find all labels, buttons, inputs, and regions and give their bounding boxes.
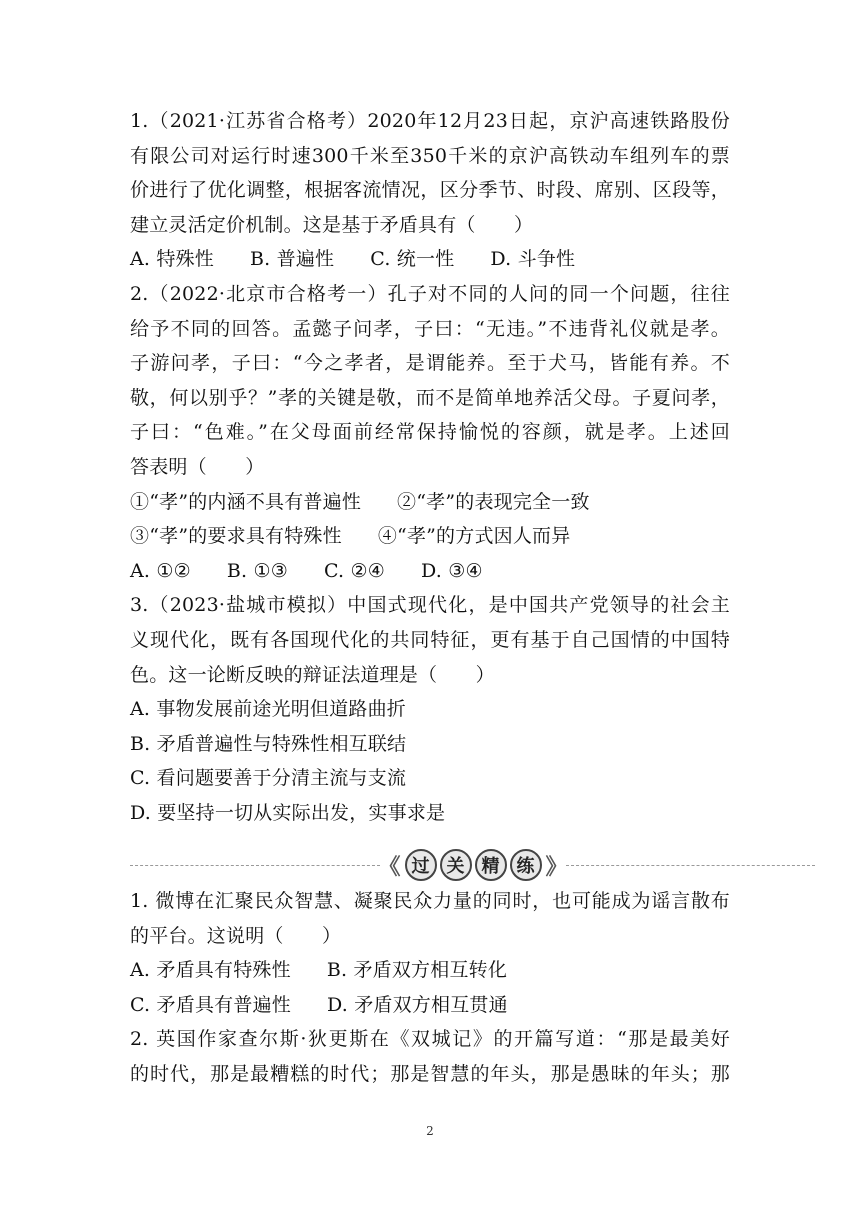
banner-char: 过 xyxy=(405,849,437,881)
question-3-line-2: 义现代化，既有各国现代化的共同特征，更有基于自己国情的中国特 xyxy=(130,628,730,651)
option-d: D. 要坚持一切从实际出发，实事求是 xyxy=(130,801,446,824)
exercise-section xyxy=(130,884,730,1092)
question-2-statements-row-1 xyxy=(130,485,730,520)
option-a: A. 矛盾具有特殊性 xyxy=(130,959,291,982)
question-1-line-1: 1.（2021·江苏省合格考）2020年12月23日起，京沪高速铁路股份 xyxy=(130,110,730,132)
question-2-line-5: 子曰：“色难。”在父母面前经常保持愉悦的容颜，就是孝。上述回 xyxy=(130,421,730,444)
option-b: B. 普遍性 xyxy=(250,248,335,271)
exercise-1-line-2: 的平台。这说明（ ） xyxy=(130,924,342,947)
statement-3: ③“孝”的要求具有特殊性 xyxy=(130,525,342,548)
question-2-line-6: 答表明（ ） xyxy=(130,455,265,478)
option-b: B. 矛盾双方相互转化 xyxy=(326,959,508,982)
option-b: B. 矛盾普遍性与特殊性相互联结 xyxy=(130,732,407,755)
question-2-options xyxy=(130,554,730,589)
question-3-line-1: 3.（2023·盐城市模拟）中国式现代化，是中国共产党领导的社会主 xyxy=(130,594,730,617)
option-c: C. 看问题要善于分清主流与支流 xyxy=(130,767,407,790)
page-number: 2 xyxy=(426,1124,434,1138)
question-3-line-3: 色。这一论断反映的辩证法道理是（ ） xyxy=(130,663,495,686)
option-c: C. ②④ xyxy=(323,559,385,582)
question-2-line-2: 给予不同的回答。孟懿子问孝，子曰：“无违。”不违背礼仪就是孝。 xyxy=(130,317,730,340)
exercise-1-line-1: 1. 微博在汇聚民众智慧、凝聚民众力量的同时，也可能成为谣言散布 xyxy=(130,890,730,912)
question-2-line-1: 2.（2022·北京市合格考一）孔子对不同的人问的同一个问题，往往 xyxy=(130,282,730,305)
divider-line-left xyxy=(130,865,380,866)
option-c: C. 矛盾具有普遍性 xyxy=(130,993,291,1016)
question-1-line-3: 价进行了优化调整，根据客流情况，区分季节、时段、席别、区段等， xyxy=(130,179,730,202)
option-d: D. 斗争性 xyxy=(490,248,576,271)
question-2-statements-row-2 xyxy=(130,519,730,554)
question-1-options xyxy=(130,242,730,277)
banner-char: 练 xyxy=(510,849,542,881)
question-2-line-4: 敬，何以别乎？”孝的关键是敬，而不是简单地养活父母。子夏问孝， xyxy=(130,386,730,409)
option-a: A. 事物发展前途光明但道路曲折 xyxy=(130,698,407,721)
option-d: D. 矛盾双方相互贯通 xyxy=(326,993,508,1016)
divider-line-right xyxy=(566,865,815,866)
question-2-line-3: 子游问孝，子曰：“今之孝者，是谓能养。至于犬马，皆能有养。不 xyxy=(130,352,730,375)
banner-char: 精 xyxy=(475,849,507,881)
option-a: A. 特殊性 xyxy=(130,248,215,271)
exercise-2-line-2: 的时代，那是最糟糕的时代；那是智慧的年头，那是愚昧的年头；那 xyxy=(130,1062,730,1085)
banner-title xyxy=(405,849,542,881)
section-banner xyxy=(378,846,568,884)
option-d: D. ③④ xyxy=(421,559,483,582)
practice-section xyxy=(130,104,730,830)
statement-1: ①“孝”的内涵不具有普遍性 xyxy=(130,490,362,513)
question-1-line-4: 建立灵活定价机制。这是基于矛盾具有（ ） xyxy=(130,213,534,236)
section-divider xyxy=(130,846,815,884)
statement-2: ②“孝”的表现完全一致 xyxy=(397,490,590,513)
double-chevron-right-icon: 》 xyxy=(545,854,568,880)
exercise-1-options-row-1 xyxy=(130,953,730,988)
exercise-2-line-1: 2. 英国作家查尔斯·狄更斯在《双城记》的开篇写道：“那是最美好 xyxy=(130,1028,730,1051)
question-1-line-2: 有限公司对运行时速300千米至350千米的京沪高铁动车组列车的票 xyxy=(130,144,730,167)
option-b: B. ①③ xyxy=(226,559,288,582)
exercise-1-options-row-2 xyxy=(130,988,730,1023)
option-a: A. ①② xyxy=(130,559,191,582)
statement-4: ④“孝”的方式因人而异 xyxy=(377,525,571,548)
banner-char: 关 xyxy=(440,849,472,881)
option-c: C. 统一性 xyxy=(370,248,455,271)
double-chevron-left-icon: 《 xyxy=(378,854,401,880)
